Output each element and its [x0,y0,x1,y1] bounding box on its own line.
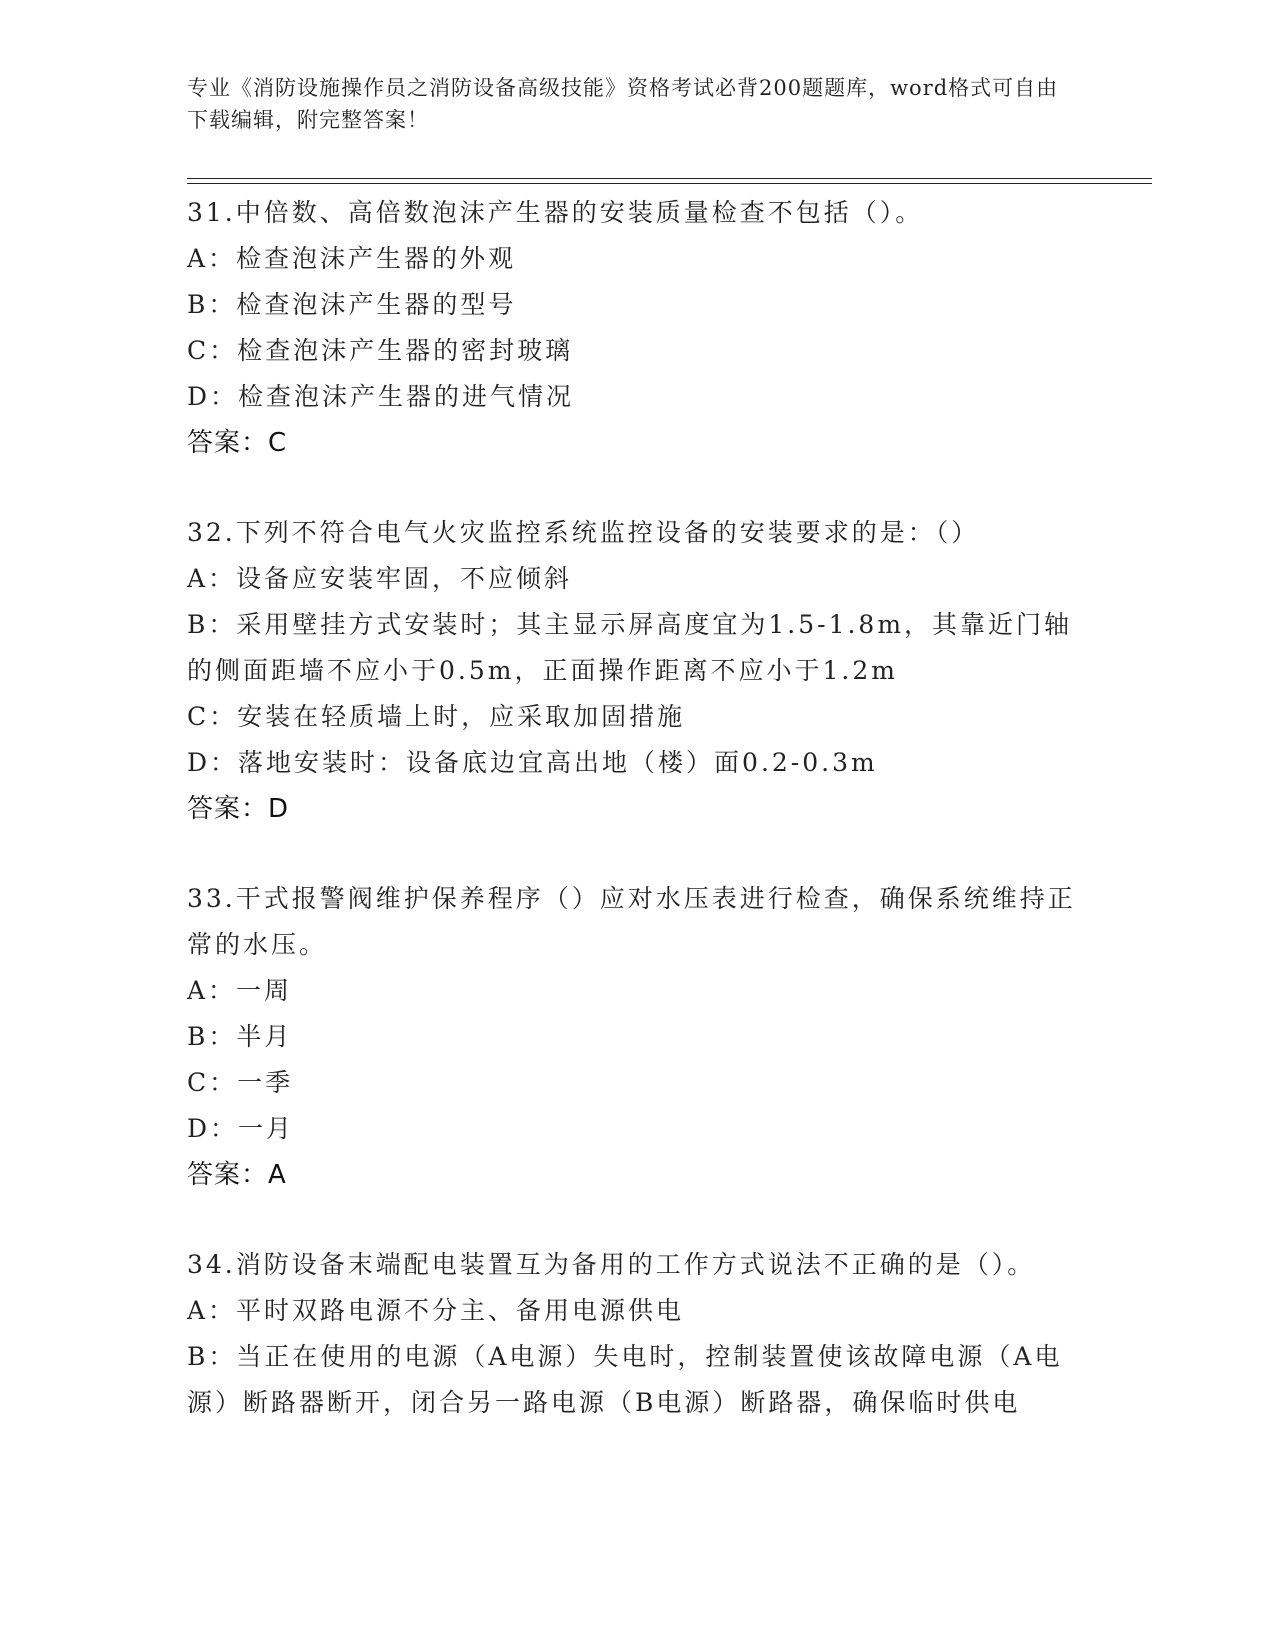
option-a: A：一周 [187,976,293,1005]
answer: 答案：C [187,428,288,458]
document-header [187,72,1067,136]
question-31 [187,190,1087,466]
option-d: D：检查泡沫产生器的进气情况 [187,382,575,411]
option-b: B：当正在使用的电源（A电源）失电时，控制装置使该故障电源（A电源）断路器断开，闭合另一路电源（B电源）断路器，确保临时供电 [187,1342,1063,1417]
option-b: B：半月 [187,1022,293,1051]
question-34 [187,1242,1087,1426]
header-rule-top [187,178,1152,179]
header-text: 专业《消防设施操作员之消防设备高级技能》资格考试必背200题题库，word格式可自由下载编辑，附完整答案！ [187,76,1059,132]
option-c: C：一季 [187,1068,294,1097]
question-stem: 32.下列不符合电气火灾监控系统监控设备的安装要求的是：（） [187,518,980,547]
question-33 [187,876,1087,1198]
option-b: B：检查泡沫产生器的型号 [187,290,517,319]
option-b: B：采用壁挂方式安装时；其主显示屏高度宜为1.5-1.8m，其靠近门轴的侧面距墙不应小于0.5m，正面操作距离不应小于1.2m [187,610,1073,685]
question-stem: 34.消防设备末端配电装置互为备用的工作方式说法不正确的是（）。 [187,1250,1036,1279]
question-list [187,190,1087,1470]
question-32 [187,510,1087,832]
option-a: A：设备应安装牢固，不应倾斜 [187,564,573,593]
option-d: D：落地安装时：设备底边宜高出地（楼）面0.2-0.3m [187,748,878,777]
answer: 答案：D [187,794,290,824]
question-stem: 31.中倍数、高倍数泡沫产生器的安装质量检查不包括（）。 [187,198,924,227]
answer: 答案：A [187,1160,287,1190]
option-a: A：检查泡沫产生器的外观 [187,244,517,273]
option-c: C：检查泡沫产生器的密封玻璃 [187,336,574,365]
question-stem: 33.干式报警阀维护保养程序（）应对水压表进行检查，确保系统维持正常的水压。 [187,884,1076,959]
option-a: A：平时双路电源不分主、备用电源供电 [187,1296,685,1325]
header-rule-bottom [187,183,1152,184]
option-c: C：安装在轻质墙上时，应采取加固措施 [187,702,686,731]
option-d: D：一月 [187,1114,295,1143]
